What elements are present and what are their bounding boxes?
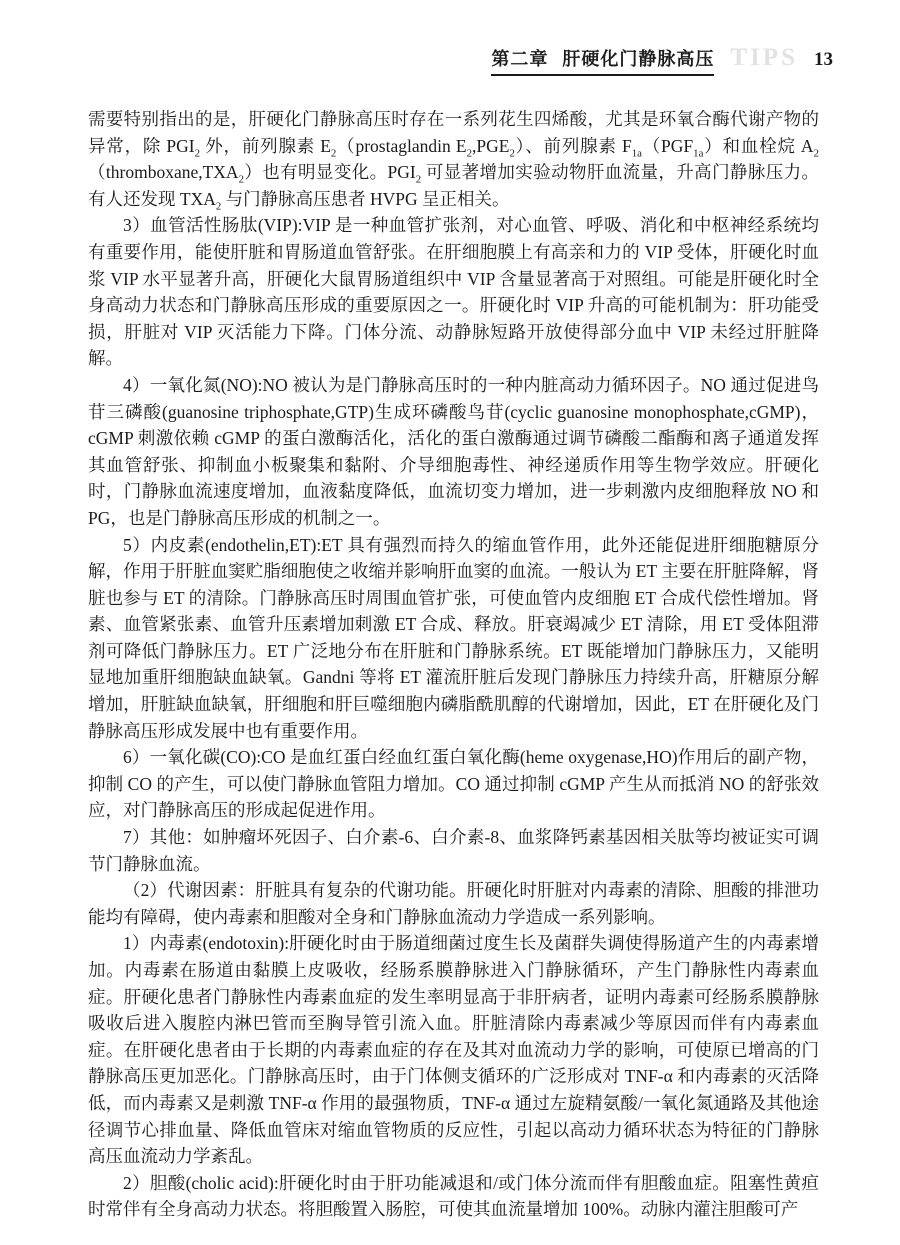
paragraph-metabolic-factors: （2）代谢因素：肝脏具有复杂的代谢功能。肝硬化时肝脏对内毒素的清除、胆酸的排泄功能均有障碍，使内毒素和胆酸对全身和门静脉血流动力学造成一系列影响。 [88, 880, 819, 927]
paragraph-co: 6）一氧化碳(CO):CO 是血红蛋白经血红蛋白氧化酶(heme oxygenase,HO)作用后的副产物，抑制 CO 的产生，可以使门静脉血管阻力增加。CO 通过抑制 cGMP 产生从而抵消 NO 的舒张效应，对门静脉高压的形成起促进作用。 [88, 747, 819, 821]
running-head [491, 44, 833, 76]
chapter-number: 第二章 [491, 49, 549, 69]
chapter-title-text: 肝硬化门静脉高压 [562, 49, 715, 69]
paragraph-vip: 3）血管活性肠肽(VIP):VIP 是一种血管扩张剂，对心血管、呼吸、消化和中枢神经系统均有重要作用，能使肝脏和胃肠道血管舒张。在肝细胞膜上有高亲和力的 VIP 受体，肝硬化时血浆 VIP 水平显著升高，肝硬化大鼠胃肠道组织中 VIP 含量显著高于对照组。可能是肝硬化时全身高动力状态和门静脉高压形成的重要原因之一。肝硬化时 VIP 升高的可能机制为：肝功能受损，肝脏对 VIP 灭活能力下降。门体分流、动静脉短路开放使得部分血中 VIP 未经过肝脏降解。 [88, 215, 819, 369]
paragraph-cholic-acid: 2）胆酸(cholic acid):肝硬化时由于肝功能减退和/或门体分流而伴有胆酸血症。阻塞性黄疸时常伴有全身高动力状态。将胆酸置入肠腔，可使其血流量增加 100%。动脉内灌注胆酸可产 [88, 1172, 819, 1220]
paragraph-others: 7）其他：如肿瘤坏死因子、白介素-6、白介素-8、血浆降钙素基因相关肽等均被证实可调节门静脉血流。 [88, 827, 819, 874]
paragraph-endotoxin: 1）内毒素(endotoxin):肝硬化时由于肠道细菌过度生长及菌群失调使得肠道产生的内毒素增加。内毒素在肠道由黏膜上皮吸收，经肠系膜静脉进入门静脉循环，产生门静脉性内毒素血症。肝硬化患者门静脉性内毒素血症的发生率明显高于非肝病者，证明内毒素可经肠系膜静脉吸收后进入腹腔内淋巴管而至胸导管引流入血。肝脏清除内毒素减少等原因而伴有内毒素血症。在肝硬化患者由于长期的内毒素血症的存在及其对血流动力学的影响，可使原已增高的门静脉高压更加恶化。门静脉高压时，由于门体侧支循环的广泛形成对 TNF-α 和内毒素的灭活降低，而内毒素又是刺激 TNF-α 作用的最强物质，TNF-α 通过左旋精氨酸/一氧化氮通路及其他途径调节心排血量、降低血管床对缩血管物质的反应性，引起以高动力循环状态为特征的门静脉高压血流动力学紊乱。 [88, 933, 819, 1167]
body-text [88, 106, 819, 1223]
paragraph-endothelin: 5）内皮素(endothelin,ET):ET 具有强烈而持久的缩血管作用，此外还能促进肝细胞糖原分解，作用于肝脏血窦贮脂细胞使之收缩并影响肝血窦的血流。一般认为 ET 主要在肝脏降解，肾脏也参与 ET 的清除。门静脉高压时周围血管扩张，可使血管内皮细胞 ET 合成代偿性增加。肾素、血管紧张素、血管升压素增加刺激 ET 合成、释放。肝衰竭减少 ET 清除，用 ET 受体阻滞剂可降低门静脉压力。ET 广泛地分布在肝脏和门静脉系统。ET 既能增加门静脉压力，又能明显地加重肝细胞缺血缺氧。Gandni 等将 ET 灌流肝脏后发现门静脉压力持续升高，肝糖原分解增加，肝脏缺血缺氧，肝细胞和肝巨噬细胞内磷脂酰肌醇的代谢增加，因此，ET 在肝硬化及门静脉高压形成发展中也有重要作用。 [88, 534, 819, 741]
paragraph-arachidonic-acid: 需要特别指出的是，肝硬化门静脉高压时存在一系列花生四烯酸，尤其是环氧合酶代谢产物的异常，除 $PGI_2$ 外，前列腺素 $E_2(prostaglandin$ $E_2,PGE_2$）、前列腺素 $F_{1a}(PGF_{1a})$和血栓烷 $A_2(thromboxane,TXA_2)$也有明显变化。$PGI_2$ 可显著增加实验动物肝血流量，升高门静脉压力。有人还发现 $TXA_2$ 与门静脉高压患者 HVPG 呈正相关。 [88, 109, 820, 213]
tips-watermark-logo: TIPS [730, 44, 798, 71]
paragraph-no: 4）一氧化氮(NO):NO 被认为是门静脉高压时的一种内脏高动力循环因子。NO 通过促进鸟苷三磷酸(guanosine triphosphate,GTP)生成环磷酸鸟苷(cyclic guanosine monophosphate,cGMP)，cGMP 刺激依赖 cGMP 的蛋白激酶活化，活化的蛋白激酶通过调节磷酸二酯酶和离子通道发挥其血管舒张、抑制血小板聚集和黏附、介导细胞毒性、神经递质作用等生物学效应。肝硬化时，门静脉血流速度增加，血液黏度降低，血流切变力增加，进一步刺激内皮细胞释放 NO 和 PG，也是门静脉高压形成的机制之一。 [88, 374, 819, 528]
chapter-heading [491, 45, 714, 76]
page-number: 13 [814, 49, 833, 70]
